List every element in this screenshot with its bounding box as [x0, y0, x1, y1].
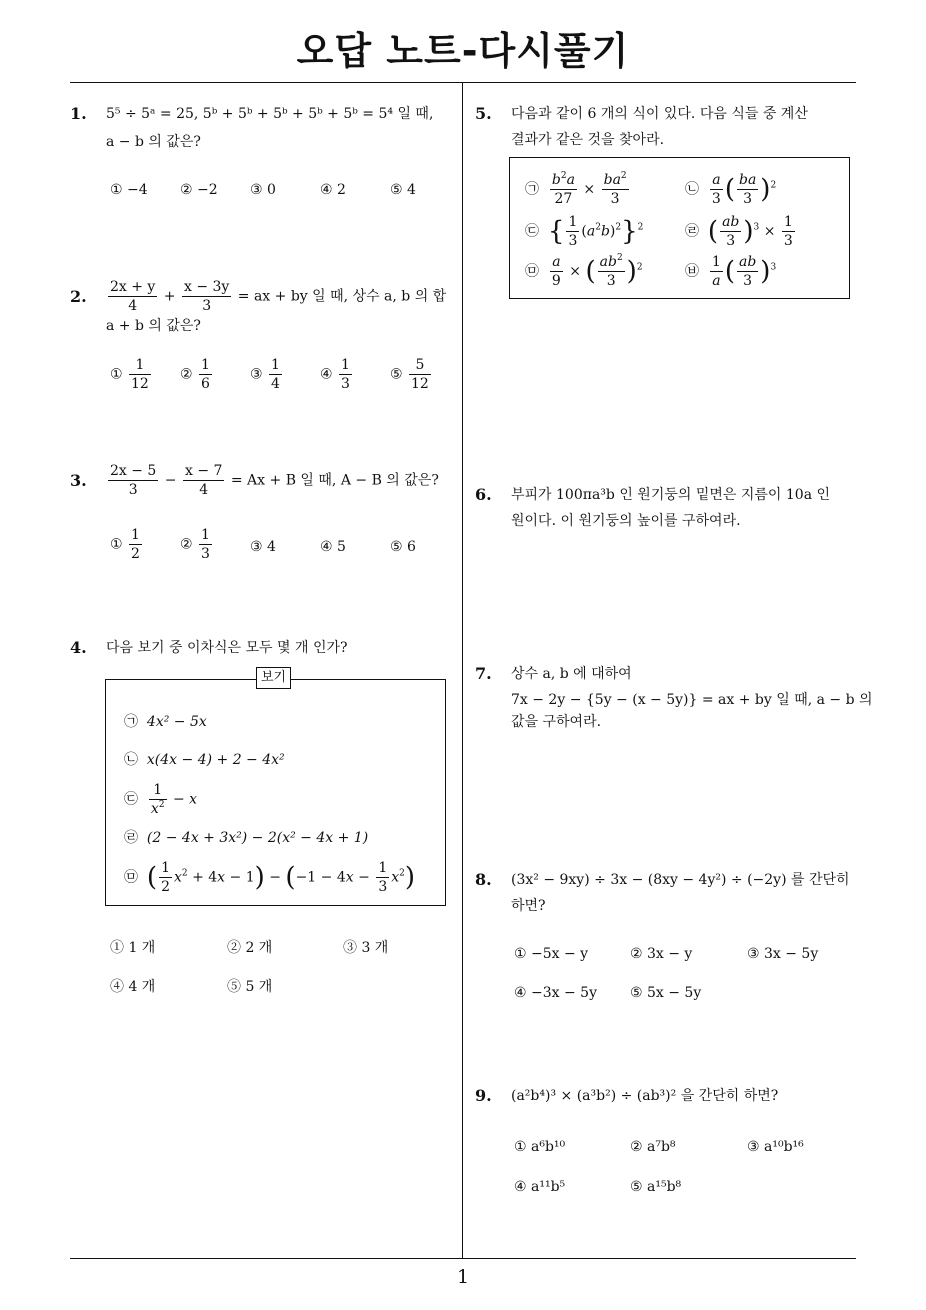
question-6	[475, 484, 865, 544]
option-4[interactable]: ④ 5	[320, 539, 346, 555]
option-2[interactable]: ② $\frac{1}{6}$	[180, 357, 210, 392]
option-3[interactable]: ③ 3 개	[343, 940, 389, 956]
option-4[interactable]: ④ 2	[320, 182, 346, 198]
question-line: 값을 구하여라.	[511, 714, 602, 730]
option-1[interactable]: ① −4	[110, 182, 148, 198]
fraction: $\frac{x - 3y}{3}$	[183, 279, 230, 314]
option-5[interactable]: ⑤ $\frac{5}{12}$	[390, 357, 429, 392]
option-5[interactable]: ⑤ a¹⁵b⁸	[630, 1179, 682, 1195]
question-3	[70, 463, 450, 576]
option-4[interactable]: ④ 4 개	[110, 979, 156, 995]
question-line: 원이다. 이 원기둥의 높이를 구하여라.	[511, 513, 741, 529]
question-line: 5⁵ ÷ 5ᵃ = 25, 5ᵇ + 5ᵇ + 5ᵇ + 5ᵇ + 5ᵇ = 5⁴ 일 때,	[106, 106, 434, 122]
question-4	[70, 637, 450, 1007]
question-line: 하면?	[511, 898, 546, 914]
question-text: $\frac{2x + y}{4}$ + $\frac{x - 3y}{3}$ = ax + by 일 때, 상수 a, b 의 합 a + b 의 값은?	[106, 278, 446, 337]
expr-6: ㉥ $\frac{1}{a}$ ( $\frac{ab}{3}$ )$^3$	[685, 254, 777, 289]
question-7	[475, 663, 873, 743]
expr-1: ㉠ $\frac{b^2a}{27}$ × $\frac{ba^2}{3}$	[525, 171, 627, 207]
box-item-2: ㉡ x(4x − 4) + 2 − 4x²	[124, 752, 285, 768]
bottom-rule	[70, 1258, 856, 1259]
question-9	[475, 1085, 865, 1205]
question-text	[511, 484, 830, 532]
question-number: 4.	[70, 638, 87, 657]
option-5[interactable]: ⑤ 4	[390, 182, 416, 198]
option-2[interactable]: ② $\frac{1}{3}$	[180, 527, 210, 562]
fraction: $\frac{2x - 5}{3}$	[110, 463, 157, 498]
question-line: (a²b⁴)³ × (a³b²) ÷ (ab³)² 을 간단히 하면?	[511, 1088, 779, 1104]
top-rule	[70, 82, 856, 83]
question-line: 다음 보기 중 이차식은 모두 몇 개 인가?	[106, 640, 348, 656]
option-5[interactable]: ⑤ 6	[390, 539, 416, 555]
expr-5: ㉤ $\frac{a}{9}$ × ( $\frac{ab^2}{3}$ )$^2$	[525, 253, 643, 289]
question-text	[511, 1085, 778, 1107]
option-5[interactable]: ⑤ 5 개	[227, 979, 273, 995]
option-1[interactable]: ① $\frac{1}{12}$	[110, 357, 149, 392]
question-number: 8.	[475, 870, 492, 889]
question-number: 7.	[475, 664, 492, 683]
question-line: 결과가 같은 것을 찾아라.	[511, 132, 665, 148]
question-1	[70, 103, 450, 213]
option-3[interactable]: ③ a¹⁰b¹⁶	[747, 1139, 804, 1155]
question-text	[511, 663, 873, 733]
box-label: 보기	[256, 667, 291, 689]
question-5	[475, 103, 865, 303]
question-line: a − b 의 값은?	[106, 134, 201, 150]
box-item-3: ㉢ $\frac{1}{x^2}$ − x	[124, 782, 198, 817]
option-2[interactable]: ② −2	[180, 182, 218, 198]
question-number: 2.	[70, 287, 87, 306]
expr-4: ㉣ ( $\frac{ab}{3}$ )$^3$ × $\frac{1}{3}$	[685, 214, 793, 249]
option-4[interactable]: ④ −3x − 5y	[514, 985, 597, 1001]
fraction: $\frac{x - 7}{4}$	[184, 463, 223, 498]
option-1[interactable]: ① $\frac{1}{2}$	[110, 527, 140, 562]
option-4[interactable]: ④ $\frac{1}{3}$	[320, 357, 350, 392]
option-2[interactable]: ② 2 개	[227, 940, 273, 956]
column-divider	[462, 83, 463, 1259]
option-1[interactable]: ① 1 개	[110, 940, 156, 956]
expr-2: ㉡ $\frac{a}{3}$ ( $\frac{ba}{3}$ )$^2$	[685, 172, 777, 207]
fraction: $\frac{2x + y}{4}$	[110, 279, 156, 314]
box-item-4: ㉣ (2 − 4x + 3x²) − 2(x² − 4x + 1)	[124, 830, 369, 846]
option-3[interactable]: ③ $\frac{1}{4}$	[250, 357, 280, 392]
option-2[interactable]: ② 3x − y	[630, 946, 693, 962]
option-2[interactable]: ② a⁷b⁸	[630, 1139, 676, 1155]
page-title: 오답 노트-다시풀기	[296, 29, 630, 73]
question-number: 3.	[70, 471, 87, 490]
question-line: (3x² − 9xy) ÷ 3x − (8xy − 4y²) ÷ (−2y) 를 간단히	[511, 872, 850, 888]
question-text	[106, 637, 348, 659]
question-text	[511, 103, 808, 151]
option-3[interactable]: ③ 4	[250, 539, 276, 555]
question-number: 5.	[475, 104, 492, 123]
question-text	[106, 103, 433, 153]
option-5[interactable]: ⑤ 5x − 5y	[630, 985, 702, 1001]
question-2	[70, 279, 450, 402]
question-line: 부피가 100πa³b 인 원기둥의 밑면은 지름이 10a 인	[511, 487, 831, 503]
box-item-1: ㉠ 4x² − 5x	[124, 714, 207, 730]
question-line: 7x − 2y − {5y − (x − 5y)} = ax + by 일 때, a − b 의	[511, 692, 873, 708]
question-text: $\frac{2x - 5}{3}$ − $\frac{x - 7}{4}$ = Ax + B 일 때, A − B 의 값은?	[110, 463, 439, 498]
question-line: = Ax + B 일 때, A − B 의 값은?	[230, 472, 439, 489]
question-text	[511, 869, 850, 917]
question-number: 6.	[475, 485, 492, 504]
question-number: 1.	[70, 104, 87, 123]
question-line: 상수 a, b 에 대하여	[511, 666, 632, 682]
question-8	[475, 869, 865, 1009]
question-line: 다음과 같이 6 개의 식이 있다. 다음 식들 중 계산	[511, 106, 808, 122]
option-3[interactable]: ③ 0	[250, 182, 276, 198]
box-item-5: ㉤ ( $\frac{1}{2}$ $x^2 + 4x - 1) - (-1 - 4x$ − $\frac{1}{3}$ $x^2$)	[124, 860, 416, 895]
option-4[interactable]: ④ a¹¹b⁵	[514, 1179, 566, 1195]
page-number: 1	[456, 1266, 470, 1288]
option-1[interactable]: ① −5x − y	[514, 946, 589, 962]
question-number: 9.	[475, 1086, 492, 1105]
option-1[interactable]: ① a⁶b¹⁰	[514, 1139, 566, 1155]
question-line: a + b 의 값은?	[106, 318, 201, 334]
expr-3: ㉢ { $\frac{1}{3}$ $(a^2b)^2\}^2$	[525, 214, 644, 249]
question-line: = ax + by 일 때, 상수 a, b 의 합	[237, 288, 447, 305]
option-3[interactable]: ③ 3x − 5y	[747, 946, 819, 962]
